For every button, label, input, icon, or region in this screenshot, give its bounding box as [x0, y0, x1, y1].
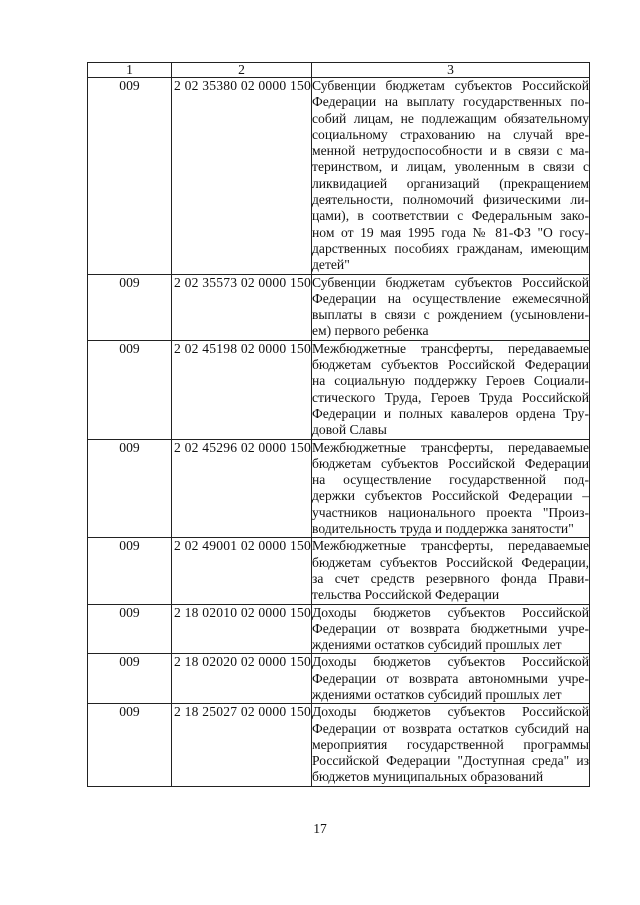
column-header-1: 1 — [88, 63, 172, 78]
revenue-name-cell — [312, 604, 590, 654]
revenue-name-line: бюджетам субъектов Российской Федерации — [312, 455, 589, 471]
revenue-name-line: социальному страхованию на случай вре- — [312, 126, 589, 142]
revenue-name-line: стического Труда, Героев Труда Российской — [312, 389, 589, 405]
revenue-name-line: Доходы бюджетов субъектов Российской — [312, 704, 589, 720]
revenue-name-line: бюджетов муниципальных образований — [312, 769, 544, 785]
revenue-code-cell: 2 02 35380 02 0000 150 — [172, 78, 312, 275]
table-body — [88, 78, 590, 787]
revenue-code-cell: 2 02 49001 02 0000 150 — [172, 538, 312, 604]
column-header-2: 2 — [172, 63, 312, 78]
revenue-name-cell — [312, 274, 590, 340]
revenue-name-cell — [312, 654, 590, 704]
table-row — [88, 78, 590, 275]
table-header-row — [88, 63, 590, 78]
table-row — [88, 439, 590, 538]
revenue-code-cell: 2 18 25027 02 0000 150 — [172, 704, 312, 786]
revenue-name-line: водительность труда и поддержка занятости" — [312, 521, 574, 537]
revenue-name-line: на социальную поддержку Героев Социали- — [312, 373, 589, 389]
table-row — [88, 604, 590, 654]
revenue-name-line: за счет средств резервного фонда Прави- — [312, 570, 589, 586]
revenue-name-line: ном от 19 мая 1995 года № 81-ФЗ "О госу- — [312, 224, 589, 240]
admin-code-cell: 009 — [88, 274, 172, 340]
admin-code-cell: 009 — [88, 538, 172, 604]
budget-revenue-table — [87, 62, 590, 787]
revenue-name-line: тельства Российской Федерации — [312, 587, 500, 603]
admin-code-cell: 009 — [88, 340, 172, 439]
revenue-name-line: ем) первого ребенка — [312, 323, 429, 339]
page-number: 17 — [313, 821, 327, 836]
revenue-code-cell: 2 18 02010 02 0000 150 — [172, 604, 312, 654]
table-row — [88, 654, 590, 704]
revenue-code-cell: 2 02 45198 02 0000 150 — [172, 340, 312, 439]
revenue-name-line: Федерации от возврата остатков субсидий на — [312, 720, 589, 736]
revenue-name-line: мероприятия государственной программы — [312, 736, 589, 752]
revenue-name-line: Межбюджетные трансферты, передаваемые — [312, 538, 589, 554]
revenue-name-line: довой Славы — [312, 422, 387, 438]
revenue-name-line: Федерации от возврата бюджетными учре- — [312, 620, 589, 636]
admin-code-cell: 009 — [88, 704, 172, 786]
revenue-name-line: выплаты в связи с рождением (усыновлени- — [312, 307, 589, 323]
admin-code-cell: 009 — [88, 439, 172, 538]
revenue-name-line: дарственных пособиях гражданам, имеющим — [312, 240, 589, 256]
revenue-name-line: Федерации от возврата автономными учре- — [312, 670, 589, 686]
revenue-name-line: деятельности, полномочий физическими ли- — [312, 192, 589, 208]
revenue-name-line: детей" — [312, 257, 350, 273]
column-header-3: 3 — [312, 63, 590, 78]
revenue-name-line: Федерации на осуществление ежемесячной — [312, 290, 589, 306]
revenue-code-cell: 2 02 35573 02 0000 150 — [172, 274, 312, 340]
revenue-name-line: бюджетам субъектов Российской Федерации, — [312, 554, 589, 570]
revenue-name-line: собий лицам, не подлежащим обязательному — [312, 110, 589, 126]
revenue-name-cell — [312, 704, 590, 786]
revenue-code-cell: 2 02 45296 02 0000 150 — [172, 439, 312, 538]
revenue-code-cell: 2 18 02020 02 0000 150 — [172, 654, 312, 704]
revenue-name-line: Межбюджетные трансферты, передаваемые — [312, 439, 589, 455]
table-row — [88, 704, 590, 786]
table-row — [88, 340, 590, 439]
revenue-name-line: менной нетрудоспособности и в связи с ма- — [312, 143, 589, 159]
revenue-name-cell — [312, 340, 590, 439]
admin-code-cell: 009 — [88, 654, 172, 704]
admin-code-cell: 009 — [88, 78, 172, 275]
revenue-name-line: Федерации и полных кавалеров ордена Тру- — [312, 405, 589, 421]
revenue-name-line: держки субъектов Российской Федерации – — [312, 488, 589, 504]
revenue-name-line: Доходы бюджетов субъектов Российской — [312, 604, 589, 620]
revenue-name-cell — [312, 538, 590, 604]
admin-code-cell: 009 — [88, 604, 172, 654]
revenue-name-line: на осуществление государственной под- — [312, 472, 589, 488]
revenue-name-line: участников национального проекта "Произ- — [312, 504, 589, 520]
revenue-name-line: ликвидацией организаций (прекращением — [312, 175, 589, 191]
revenue-name-line: Субвенции бюджетам субъектов Российской — [312, 274, 589, 290]
revenue-name-line: ждениями остатков субсидий прошлых лет — [312, 637, 562, 653]
table-row — [88, 538, 590, 604]
revenue-name-line: Федерации на выплату государственных по- — [312, 94, 589, 110]
revenue-name-cell — [312, 439, 590, 538]
table-row — [88, 274, 590, 340]
revenue-name-line: цами), в соответствии с Федеральным зако- — [312, 208, 589, 224]
revenue-name-line: теринством, и лицам, уволенным в связи с — [312, 159, 589, 175]
revenue-name-cell — [312, 78, 590, 275]
revenue-name-line: Субвенции бюджетам субъектов Российской — [312, 78, 589, 93]
revenue-name-line: Доходы бюджетов субъектов Российской — [312, 654, 589, 670]
revenue-name-line: Межбюджетные трансферты, передаваемые — [312, 340, 589, 356]
revenue-name-line: ждениями остатков субсидий прошлых лет — [312, 686, 562, 702]
revenue-name-line: Российской Федерации "Доступная среда" из — [312, 753, 589, 769]
revenue-name-line: бюджетам субъектов Российской Федерации — [312, 357, 589, 373]
